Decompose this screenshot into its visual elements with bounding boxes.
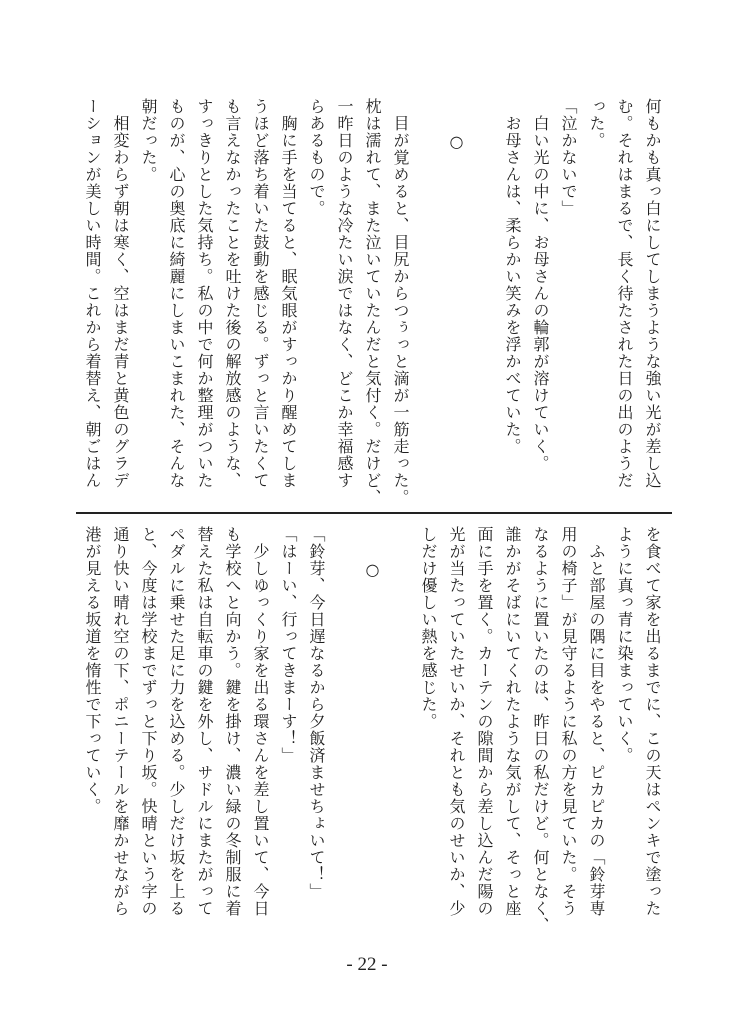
text-line: お母さんは、柔らかい笑みを浮かべていた。 xyxy=(503,98,522,455)
text-line: うほど落ち着いた鼓動を感じる。ずっと言いたくて xyxy=(251,98,270,489)
text-line: 港が見える坂道を惰性で下っていく。 xyxy=(83,526,102,815)
text-line: 替えた私は自転車の鍵を外し、サドルにまたがって xyxy=(195,526,214,917)
text-line: 「はーい、行ってきまーす！」 xyxy=(279,526,298,764)
text-line: 用の椅子」が見守るように私の方を見ていた。そう xyxy=(559,526,578,917)
text-line: ふと部屋の隅に目をやると、ピカピカの「鈴芽専 xyxy=(587,526,606,917)
text-line: すっきりとした気持ち。私の中で何か整理がついた xyxy=(195,98,214,489)
blank-line xyxy=(470,98,498,508)
text-line: しだけ優しい熱を感じた。 xyxy=(419,526,438,730)
text-line: 光が当たっていたせいか、それとも気のせいか、少 xyxy=(447,526,466,917)
text-line: も言えなかったことを吐けた後の解放感のような、 xyxy=(223,98,242,489)
text-line: なるように置いたのは、昨日の私だけど。何となく、 xyxy=(531,526,550,934)
page-number: - 22 - xyxy=(346,954,388,975)
text-line: も学校へと向かう。鍵を掛け、濃い緑の冬制服に着 xyxy=(223,526,242,917)
blank-line xyxy=(386,526,414,936)
bottom-text-block xyxy=(78,526,666,936)
top-text-block xyxy=(78,98,666,508)
text-line: 一昨日のような冷たい涙ではなく、どこか幸福感す xyxy=(335,98,354,489)
text-line: 何もかも真っ白にしてしまうような強い光が差し込 xyxy=(643,98,662,489)
text-line: と、今度は学校までずっと下り坂。快晴という字の xyxy=(139,526,158,917)
section-break-marker: ○ xyxy=(447,98,466,152)
text-line: らあるもので。 xyxy=(307,98,326,217)
text-line: った。 xyxy=(587,98,606,149)
text-line: 通り快い晴れ空の下、ポニーテールを靡かせながら xyxy=(111,526,130,917)
text-line: 「鈴芽、今日遅なるから夕飯済ませちょいて！」 xyxy=(307,526,326,900)
text-line: 朝だった。 xyxy=(139,98,158,183)
text-line: 相変わらず朝は寒く、空はまだ青と黄色のグラデ xyxy=(111,98,130,489)
text-line: ペダルに乗せた足に力を込める。少しだけ坂を上る xyxy=(167,526,186,917)
blank-line xyxy=(330,526,358,936)
text-line: ものが、心の奥底に綺麗にしまいこまれた、そんな xyxy=(167,98,186,489)
text-line: を食べて家を出るまでに、この天はペンキで塗った xyxy=(643,526,662,917)
text-line: 枕は濡れて、また泣いていたんだと気付く。だけど、 xyxy=(363,98,382,506)
text-line: ように真っ青に染まっていく。 xyxy=(615,526,634,764)
text-line: 少しゆっくり家を出る環さんを差し置いて、今日 xyxy=(251,526,270,917)
text-line: 白い光の中に、お母さんの輪郭が溶けていく。 xyxy=(531,98,550,472)
text-line: ーションが美しい時間。これから着替え、朝ごはん xyxy=(83,98,102,489)
text-line: 「泣かないで」 xyxy=(559,98,578,217)
tier-separator-line xyxy=(76,512,672,514)
text-line: 面に手を置く。カーテンの隙間から差し込んだ陽の xyxy=(475,526,494,917)
text-line: 誰かがそばにいてくれたような気がして、そっと座 xyxy=(503,526,522,917)
text-line: 胸に手を当てると、眠気眼がすっかり醒めてしま xyxy=(279,98,298,489)
text-line: 目が覚めると、目尻からつぅっと滴が一筋走った。 xyxy=(391,98,410,506)
blank-line xyxy=(414,98,442,508)
text-line: む。それはまるで、長く待たされた日の出のようだ xyxy=(615,98,634,489)
section-break-marker: ○ xyxy=(363,526,382,580)
